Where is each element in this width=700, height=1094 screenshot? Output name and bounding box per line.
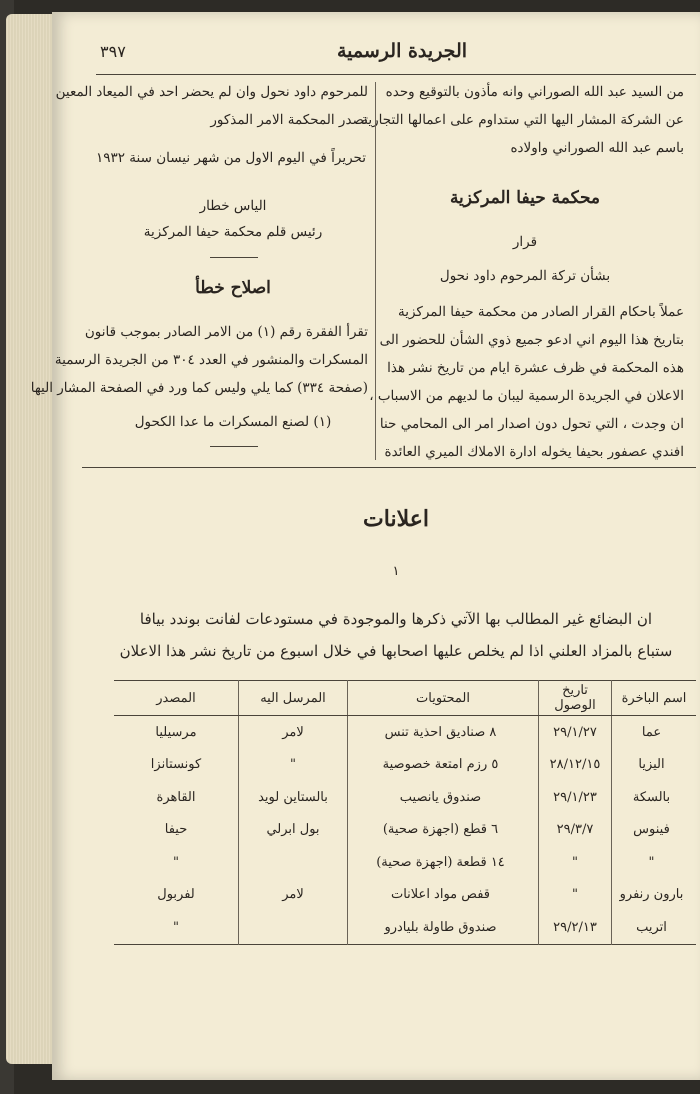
col-arrival: تاريخ الوصول: [539, 681, 612, 716]
arrival-cell: ٢٩/٢/١٣: [539, 911, 612, 944]
correction-item: (١) لصنع المسكرات ما عدا الكحول: [134, 414, 332, 430]
col-consignee: المرسل اليه: [239, 681, 348, 716]
col-contents: المحتويات: [348, 681, 539, 716]
decision-subject: بشأن تركة المرحوم داود نحول: [439, 268, 611, 284]
correction-line-1: تقرأ الفقرة رقم (١) من الامر الصادر بموجب قانون: [84, 324, 368, 340]
origin-cell: ": [173, 854, 179, 870]
arrival-cell: ": [539, 846, 612, 879]
signer-title: رئيس قلم محكمة حيفا المركزية: [143, 224, 323, 240]
origin-cell: مرسيليا: [155, 724, 197, 740]
signer-name: الياس خطار: [199, 198, 267, 214]
contents-cell: ٦ قطع (اجهزة صحية): [348, 814, 539, 847]
contents-cell: صندوق يانصيب: [348, 781, 539, 814]
court-heading: محكمة حيفا المركزية: [449, 188, 601, 208]
ship-cell: ": [612, 846, 697, 879]
contents-cell: ١٤ قطعة (اجهزة صحية): [348, 846, 539, 879]
table-row: [114, 814, 696, 847]
table-row: [114, 716, 696, 749]
right-column: [361, 78, 684, 162]
consignee-cell: لامر: [239, 716, 348, 749]
ship-cell: اتريب: [612, 911, 697, 944]
col-origin: المصدر: [114, 681, 239, 716]
ship-cell: بالسكة: [612, 781, 697, 814]
ship-cell: اليزيا: [612, 749, 697, 782]
ad-intro-2: ستباع بالمزاد العلني اذا لم يخلص عليها اصحابها في خلال اسبوع من تاريخ نشر هذا الاعلان: [119, 642, 673, 660]
consignee-cell: لامر: [239, 879, 348, 912]
arrival-cell: ٢٩/٣/٧: [539, 814, 612, 847]
end-rule: [210, 446, 258, 447]
origin-cell: كونستانزا: [150, 757, 202, 773]
arrival-cell: ٢٨/١٢/١٥: [539, 749, 612, 782]
table-row: [114, 879, 696, 912]
origin-cell: القاهرة: [156, 789, 196, 805]
body-line-2: بتاريخ هذا اليوم اني ادعو جميع ذوي الشأن للحضور الى: [379, 332, 684, 348]
ads-title: اعلانات: [363, 506, 429, 532]
table-row: [114, 749, 696, 782]
arrival-cell: ٢٩/١/٢٣: [539, 781, 612, 814]
ship-cell: بارون رنفرو: [612, 879, 697, 912]
body-line-4: الاعلان في الجريدة الرسمية ليبان ما لديهم من الاسباب ،: [369, 388, 684, 404]
section-rule: [82, 467, 696, 468]
consignee-cell: بالستاين لويد: [239, 781, 348, 814]
contents-cell: صندوق طاولة بليادرو: [348, 911, 539, 944]
table-row: [114, 781, 696, 814]
body-line-6: افندي عصفور بحيفا يخوله ادارة الاملاك الميري العائدة: [384, 444, 684, 460]
consignee-cell: [239, 911, 348, 944]
left-top-line-2: تصدر المحكمة الامر المذكور: [210, 112, 368, 128]
col-ship: اسم الباخرة: [612, 681, 697, 716]
right-top-line-3: باسم عبد الله الصوراني واولاده: [510, 140, 684, 156]
origin-cell: ": [173, 919, 179, 935]
decision-heading: قرار: [512, 234, 538, 250]
correction-body: [30, 318, 368, 402]
body-line-1: عملاً باحكام القرار الصادر من محكمة حيفا المركزية: [397, 304, 684, 320]
document-page: [30, 12, 700, 1080]
contents-cell: قفص مواد اعلانات: [348, 879, 539, 912]
contents-cell: ٥ رزم امتعة خصوصية: [348, 749, 539, 782]
arrival-cell: ": [539, 879, 612, 912]
separator-rule: [210, 257, 258, 258]
ad-number: ١: [392, 564, 400, 579]
table-header-row: [114, 681, 696, 716]
decision-date: تحريراً في اليوم الاول من شهر نيسان سنة ١٩٣٢: [96, 150, 366, 166]
arrival-cell: ٢٩/١/٢٧: [539, 716, 612, 749]
decision-body: [369, 298, 684, 466]
page-number: ٣٩٧: [100, 42, 126, 61]
consignee-cell: بول ابرلي: [239, 814, 348, 847]
consignee-cell: ": [239, 749, 348, 782]
left-top-line-1: للمرحوم داود نحول وان لم يحضر احد في الميعاد المعين: [55, 84, 368, 100]
origin-cell: حيفا: [164, 822, 188, 838]
goods-table: [114, 680, 696, 945]
body-line-5: ان وجدت ، التي تحول دون اصدار امر الى المحامي حنا: [379, 416, 684, 432]
correction-heading: اصلاح خطأ: [195, 278, 271, 298]
column-divider: [375, 82, 376, 460]
right-top-line-2: عن الشركة المشار اليها التي ستداوم على اعمالها التجارية: [361, 112, 684, 128]
consignee-cell: [239, 846, 348, 879]
journal-title: الجريدة الرسمية: [336, 40, 468, 62]
ship-cell: فينوس: [612, 814, 697, 847]
right-top-line-1: من السيد عبد الله الصوراني وانه مأذون بالتوقيع وحده: [385, 84, 684, 100]
body-line-3: هذه المحكمة في ظرف عشرة ايام من تاريخ نشر هذا: [387, 360, 684, 376]
correction-line-3: (صفحة ٣٣٤) كما يلي وليس كما ورد في الصفحة المشار اليها: [30, 380, 368, 396]
left-column: [55, 78, 368, 134]
table-row: [114, 846, 696, 879]
contents-cell: ٨ صناديق احذية تنس: [348, 716, 539, 749]
ship-cell: عما: [612, 716, 697, 749]
table-row: [114, 911, 696, 944]
origin-cell: لفربول: [157, 887, 195, 903]
header-rule: [96, 74, 696, 75]
ad-intro-1: ان البضائع غير المطالب بها الآتي ذكرها والموجودة في مستودعات لفانت بوندد بيافا: [139, 610, 653, 628]
correction-line-2: المسكرات والمنشور في العدد ٣٠٤ من الجريدة الرسمية: [54, 352, 368, 368]
